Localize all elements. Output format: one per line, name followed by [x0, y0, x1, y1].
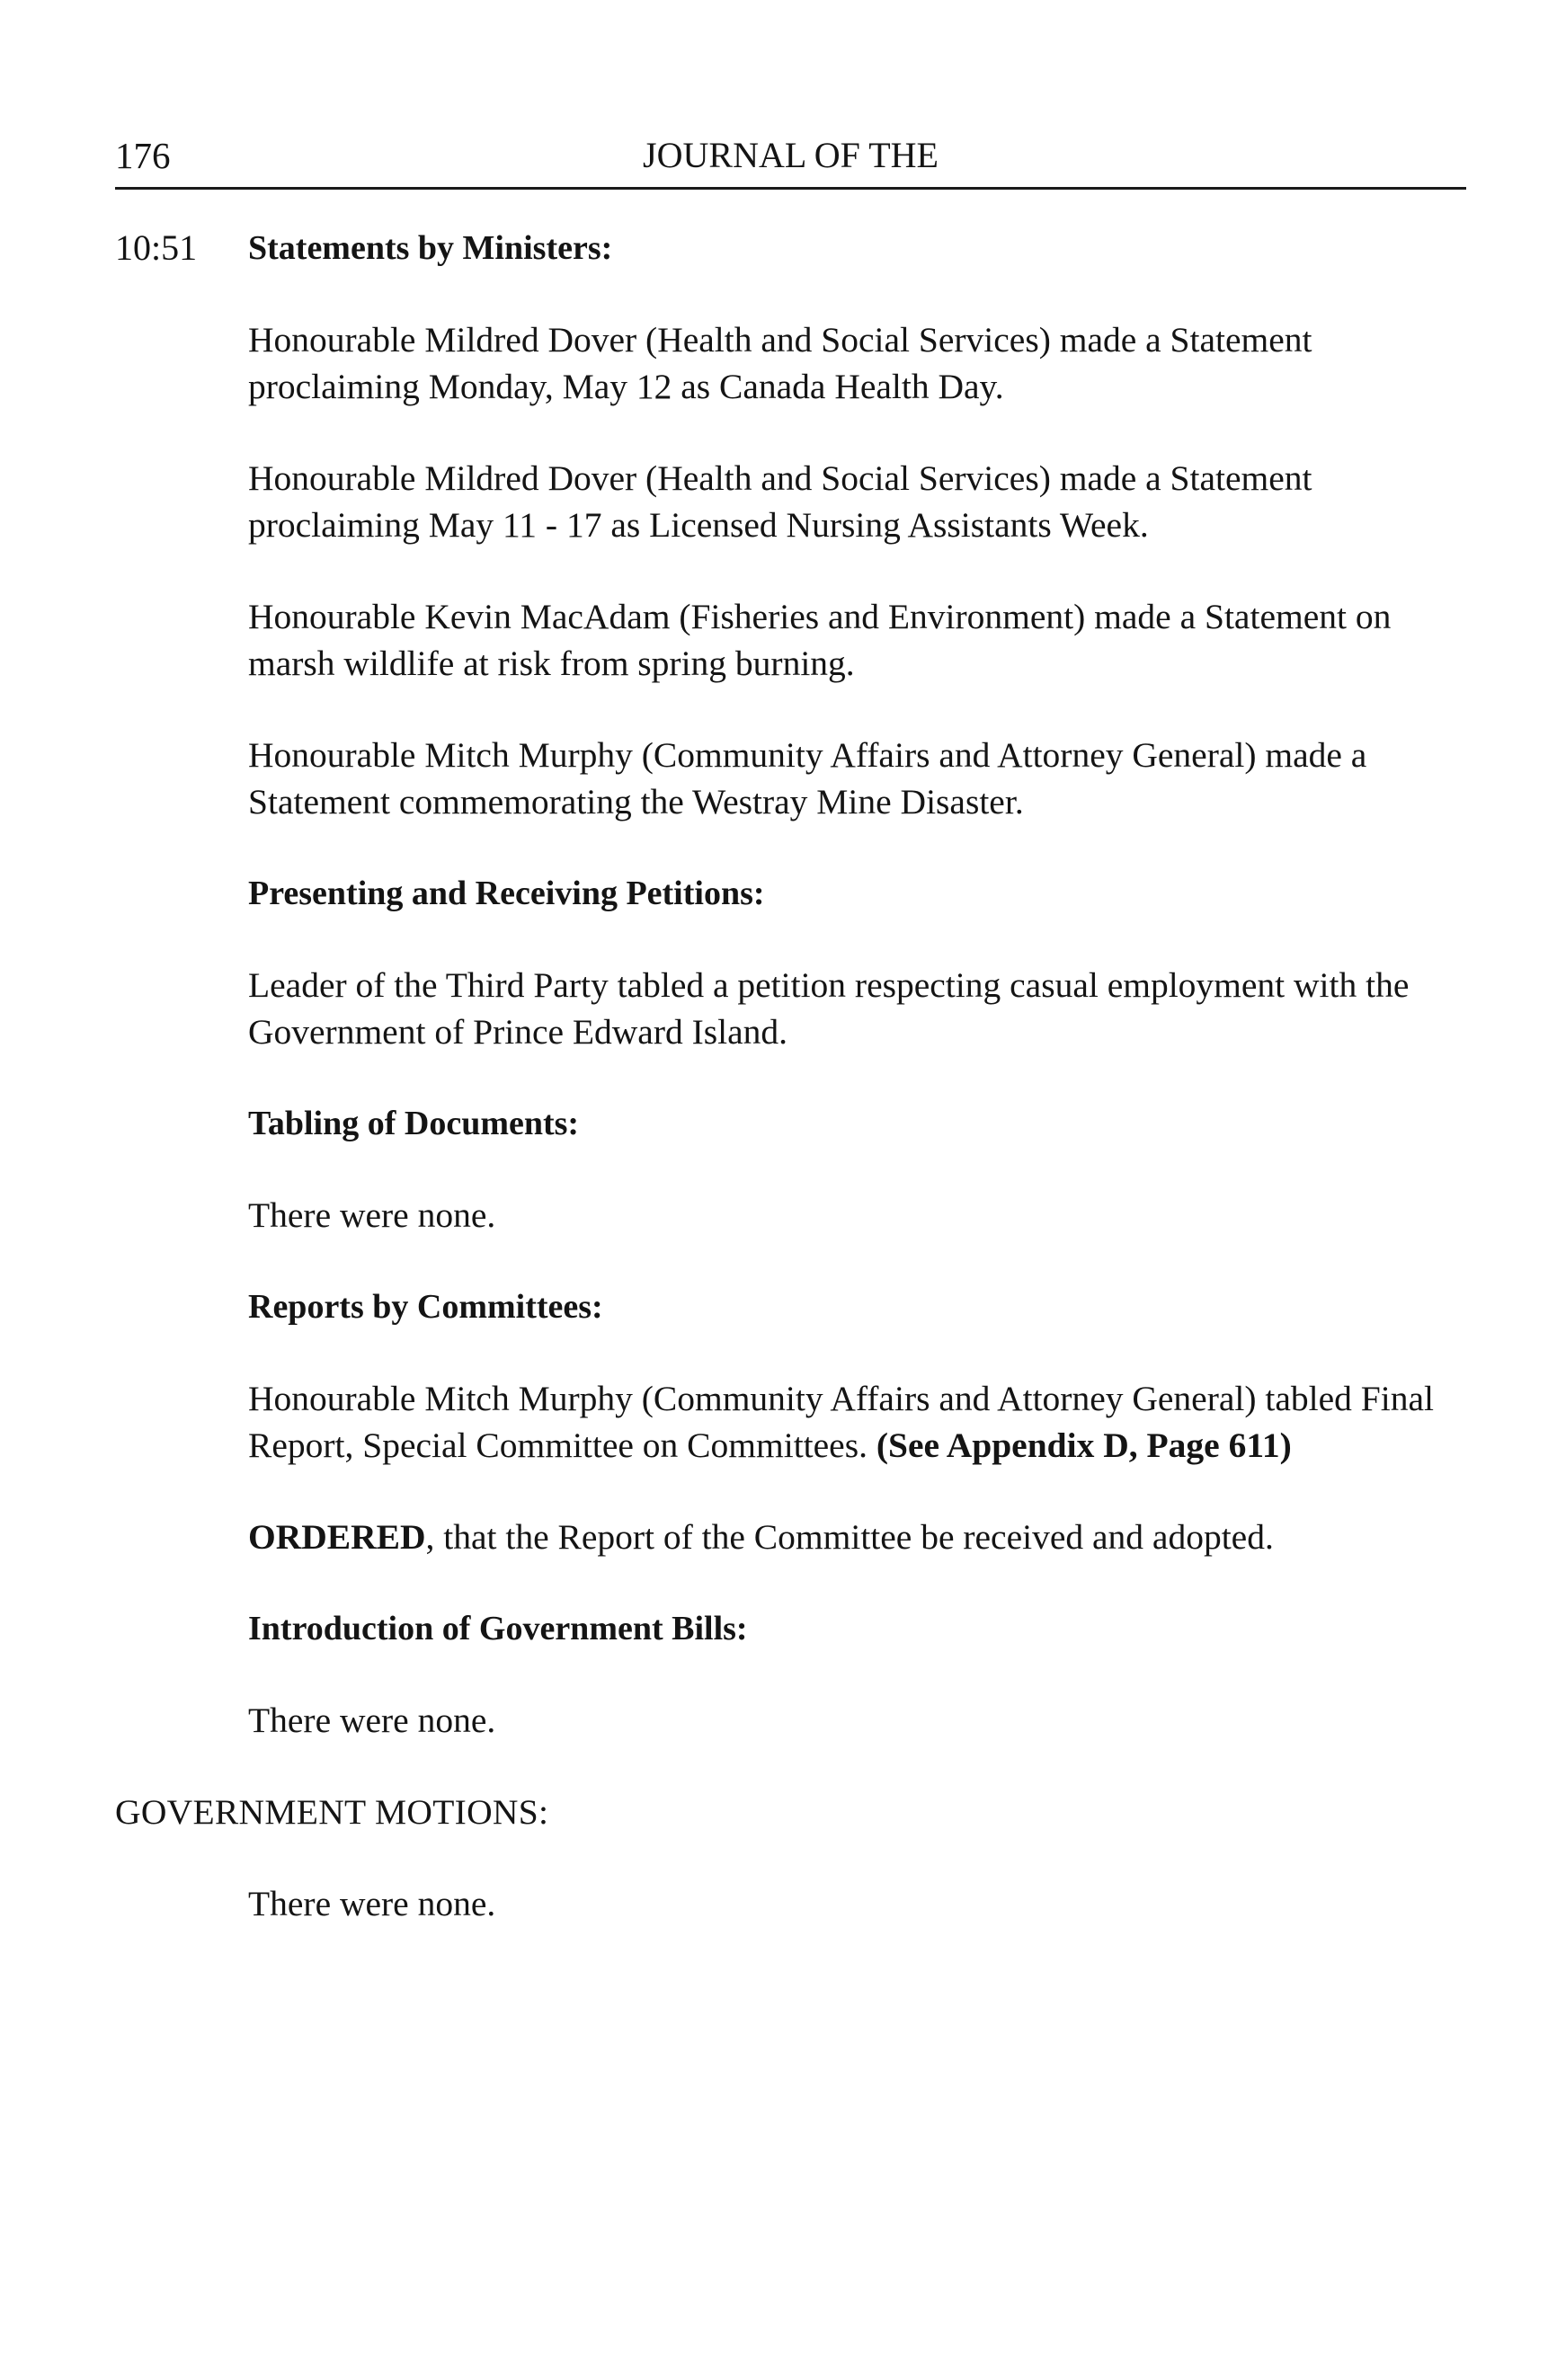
petition-text: Leader of the Third Party tabled a petition respecting casual employment with the Government of Prince Edward Island.: [248, 965, 1410, 1052]
government-bills-text: There were none.: [248, 1701, 496, 1740]
journal-body: [115, 225, 1466, 1972]
statement-item: Honourable Mildred Dover (Health and Social Services) made a Statement proclaiming Monday, May 12 as Canada Health Day.: [248, 320, 1312, 406]
section-heading-documents: Tabling of Documents:: [248, 1105, 580, 1142]
committee-report-paragraph: [248, 1375, 1466, 1469]
statement-item: Honourable Mildred Dover (Health and Social Services) made a Statement proclaiming May 11 - 17 as Licensed Nursing Assistants Week.: [248, 458, 1312, 545]
government-motions-column: [248, 1880, 1466, 1927]
section-heading-committees: Reports by Committees:: [248, 1288, 603, 1326]
section-heading-statements: Statements by Ministers:: [248, 229, 613, 267]
appendix-reference: (See Appendix D, Page 611): [876, 1425, 1292, 1465]
statements-section: [115, 225, 1466, 1744]
page-header: [115, 133, 1466, 190]
ordered-paragraph: [248, 1514, 1466, 1560]
section-heading-government-motions: GOVERNMENT MOTIONS:: [115, 1792, 549, 1832]
statement-item: Honourable Kevin MacAdam (Fisheries and Environment) made a Statement on marsh wildlife at risk from spring burning.: [248, 597, 1392, 683]
statements-column: [248, 225, 1466, 1744]
section-heading-government-bills: Introduction of Government Bills:: [248, 1610, 748, 1647]
government-motions-text: There were none.: [248, 1884, 496, 1923]
ordered-text: , that the Report of the Committee be received and adopted.: [425, 1517, 1274, 1557]
time-stamp: 10:51: [115, 227, 198, 268]
ordered-label: ORDERED: [248, 1517, 426, 1557]
statement-item: Honourable Mitch Murphy (Community Affairs and Attorney General) made a Statement commemorating the Westray Mine Disaster.: [248, 735, 1367, 821]
committee-report-text: Honourable Mitch Murphy (Community Affairs and Attorney General) tabled Final Report, Special Committee on Committees.: [248, 1379, 1434, 1465]
section-heading-petitions: Presenting and Receiving Petitions:: [248, 875, 765, 912]
documents-text: There were none.: [248, 1195, 496, 1235]
running-title: JOURNAL OF THE: [643, 135, 939, 175]
page-number: 176: [115, 135, 171, 176]
